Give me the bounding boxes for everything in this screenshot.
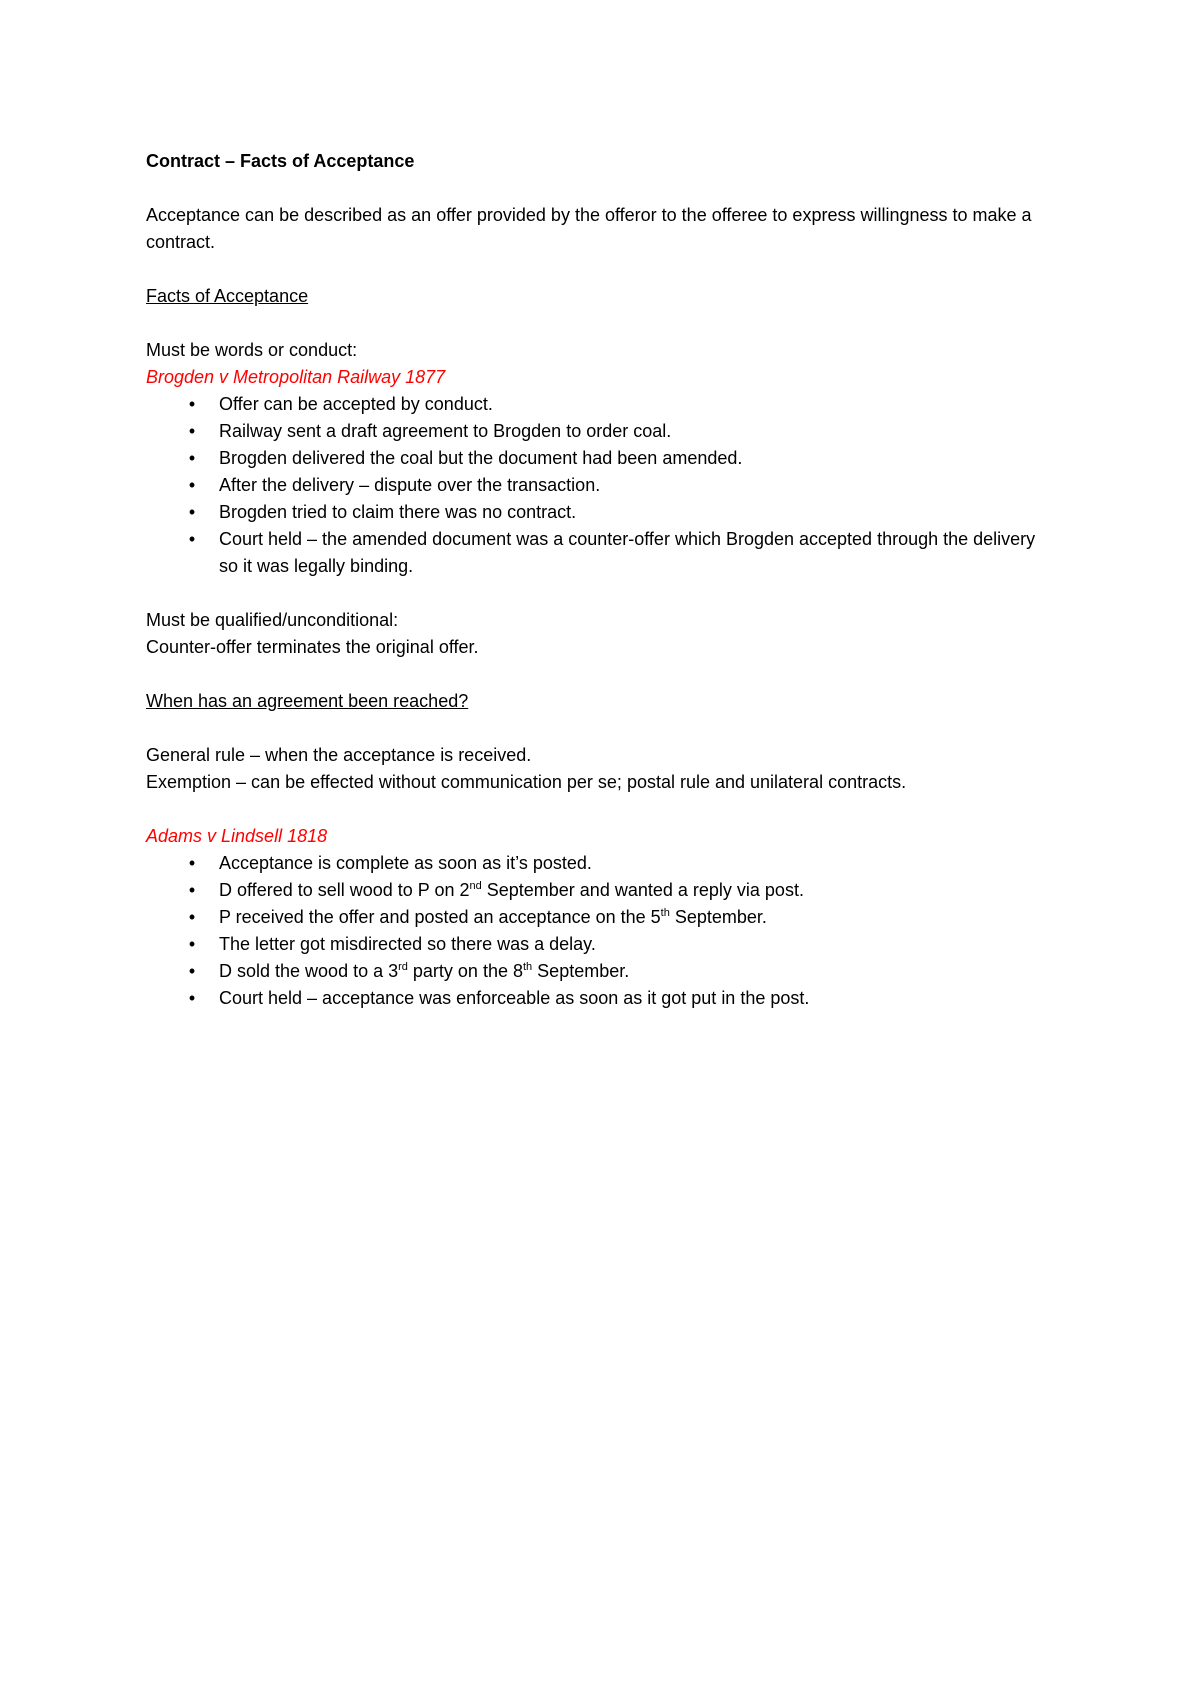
bullet-icon: • [188,448,196,468]
adams-points-list [146,850,1066,1012]
list-item [146,472,1066,499]
text-run: party on the 8 [407,961,523,981]
bullet-icon: • [188,880,196,900]
bullet-icon: • [188,475,196,495]
spacer [146,175,1066,202]
text-run: September. [532,961,630,981]
case-name-brogden: Brogden v Metropolitan Railway 1877 [146,367,446,387]
words-or-conduct-label: Must be words or conduct: [146,340,358,360]
list-item [146,526,1066,580]
bullet-icon: • [188,907,196,927]
bullet-icon: • [188,394,196,414]
list-item [146,958,1066,985]
spacer [146,796,1066,823]
list-item [146,499,1066,526]
list-item [146,877,1066,904]
list-item [146,904,1066,931]
list-item-text: Offer can be accepted by conduct. [219,394,493,414]
qualified-label: Must be qualified/unconditional: [146,610,399,630]
bullet-icon: • [188,502,196,522]
exemption-line: Exemption – can be effected without communication per se; postal rule and unilateral contracts. [146,772,907,792]
list-item-text: Court held – the amended document was a counter-offer which Brogden accepted through the delivery so it was legally binding. [219,529,1036,576]
spacer [146,715,1066,742]
list-item-text: Court held – acceptance was enforceable as soon as it got put in the post. [219,988,810,1008]
list-item [146,985,1066,1012]
brogden-points-list [146,391,1066,580]
superscript: nd [469,880,482,892]
superscript: th [522,961,533,973]
section-heading-agreement: When has an agreement been reached? [146,691,469,711]
list-item-text [219,877,1049,904]
section-heading-facts: Facts of Acceptance [146,286,309,306]
text-run: September. [669,907,767,927]
list-item [146,931,1066,958]
text-run: September and wanted a reply via post. [481,880,804,900]
bullet-icon: • [188,988,196,1008]
document-body [146,148,1066,1012]
bullet-icon: • [188,961,196,981]
text-run: P received the offer and posted an acceptance on the 5 [219,907,661,927]
counter-offer-line: Counter-offer terminates the original offer. [146,637,479,657]
list-item-text: After the delivery – dispute over the transaction. [219,475,601,495]
case-name-adams: Adams v Lindsell 1818 [146,826,328,846]
intro-paragraph: Acceptance can be described as an offer provided by the offeror to the offeree to express willingness to make a contract. [146,205,1032,252]
general-rule-line: General rule – when the acceptance is received. [146,745,532,765]
document-title: Contract – Facts of Acceptance [146,151,415,171]
spacer [146,661,1066,688]
list-item-text: Acceptance is complete as soon as it’s posted. [219,853,592,873]
list-item [146,418,1066,445]
list-item-text [219,958,1049,985]
spacer [146,256,1066,283]
bullet-icon: • [188,529,196,549]
bullet-icon: • [188,853,196,873]
text-run: D sold the wood to a 3 [219,961,399,981]
list-item-text: The letter got misdirected so there was a delay. [219,934,596,954]
bullet-icon: • [188,421,196,441]
list-item-text: Brogden tried to claim there was no contract. [219,502,577,522]
list-item-text: Brogden delivered the coal but the document had been amended. [219,448,743,468]
superscript: th [660,907,670,919]
superscript: rd [398,961,408,973]
list-item-text [219,904,1049,931]
list-item [146,391,1066,418]
bullet-icon: • [188,934,196,954]
list-item-text: Railway sent a draft agreement to Brogden to order coal. [219,421,672,441]
spacer [146,310,1066,337]
list-item [146,850,1066,877]
list-item [146,445,1066,472]
text-run: D offered to sell wood to P on 2 [219,880,470,900]
spacer [146,580,1066,607]
